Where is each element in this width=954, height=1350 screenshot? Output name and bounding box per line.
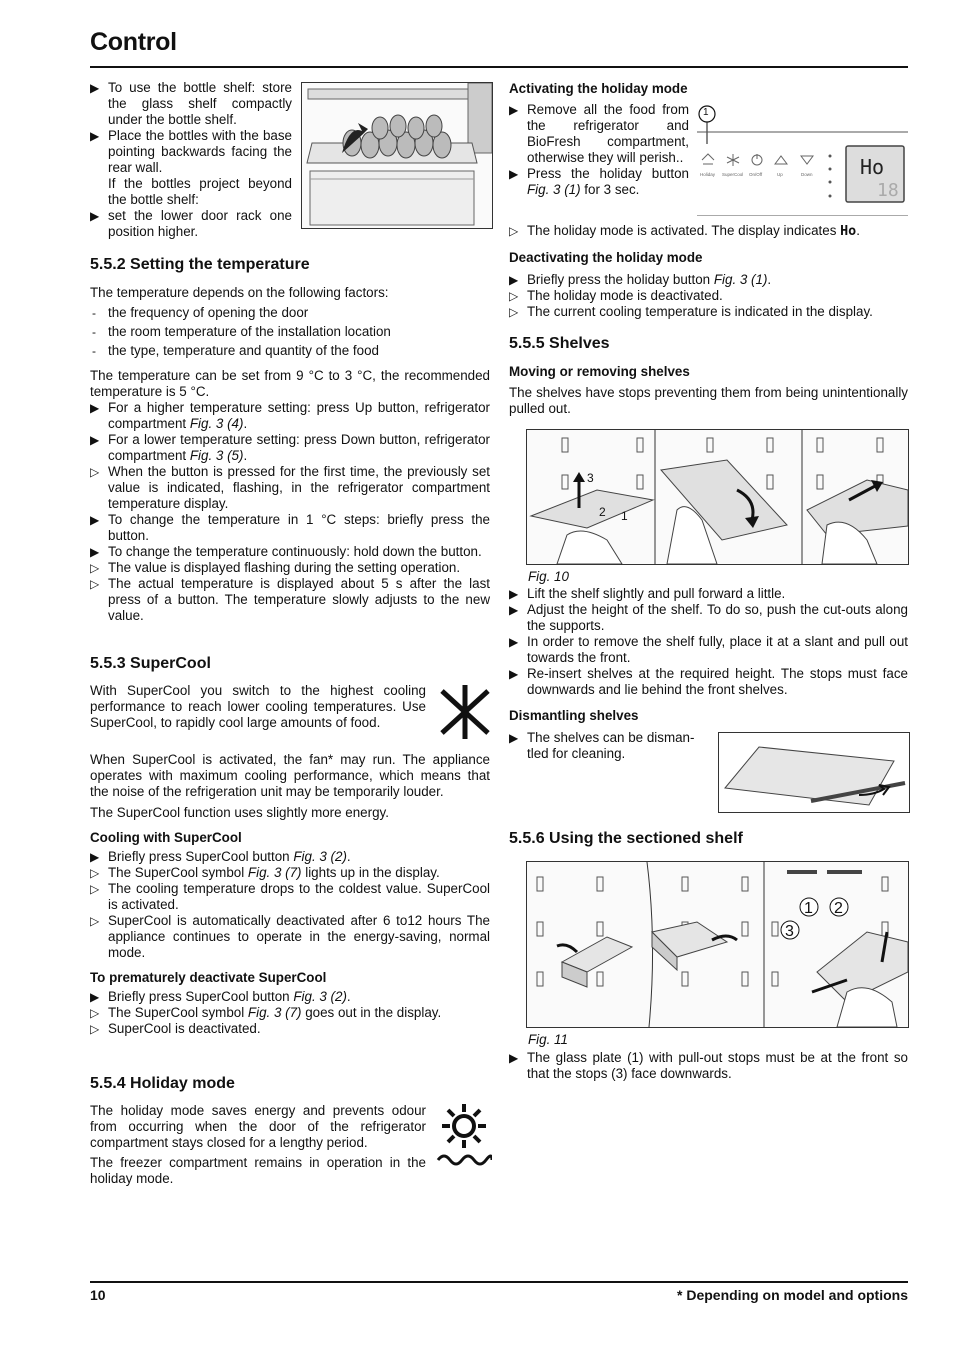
supercool-paragraph-1: With SuperCool you switch to the highest cooling performance to reach lower cooling temperatures. Use SuperCool, to rapidly cool large amounts of food. <box>90 683 426 730</box>
bottle-shelf-illustration <box>302 83 492 228</box>
deactivate-holiday-steps <box>509 272 908 320</box>
list-item: ▶ To use the bottle shelf: store the glass shelf compactly under the bottle shelf. <box>90 80 292 127</box>
temperature-steps <box>90 400 490 624</box>
activate-holiday-steps <box>509 102 689 198</box>
holiday-intro <box>90 1103 426 1187</box>
section-555 <box>509 334 908 417</box>
list-item: ▷ SuperCool is deactivated. <box>90 1021 261 1036</box>
bottle-shelf-instructions <box>90 80 292 240</box>
list-item: ▶ Re-insert shelves at the required height. The stops must face downwards and lie behind the front shelves. <box>509 666 908 697</box>
list-item: ▶ To change the temperature in 1 °C steps: briefly press the button. <box>90 512 490 543</box>
control-panel-figure <box>697 104 908 216</box>
page-title: Control <box>90 28 177 56</box>
list-item: ▷ The actual temperature is displayed about 5 s after the last press of a button. The temperature slowly adjusts to the new value. <box>90 576 490 623</box>
section-552 <box>90 255 490 624</box>
factor-item: - the room temperature of the installation location <box>92 324 391 339</box>
factor-item: - the type, temperature and quantity of the food <box>92 343 379 358</box>
holiday-paragraph-1: The holiday mode saves energy and prevents odour from occurring when the door of the refrigerator compartment stays closed for a lengthy period. <box>90 1103 426 1150</box>
holiday-result <box>509 223 908 320</box>
list-item: ▶ Place the bottles with the base pointing backwards facing the rear wall. <box>90 128 292 175</box>
section-556 <box>509 829 908 849</box>
sectioned-shelf-figure <box>526 861 909 1028</box>
fig10-callout-2: 2 <box>599 505 606 519</box>
section-heading-552: 5.5.2 Setting the temperature <box>90 256 310 273</box>
supercool-icon <box>438 683 492 741</box>
list-item: ▶ Adjust the height of the shelf. To do so, push the cut-outs along the supports. <box>509 602 908 633</box>
holiday-code: Ho <box>840 224 857 239</box>
cooling-with-supercool-heading: Cooling with SuperCool <box>90 830 242 845</box>
holiday-paragraph-2: The freezer compartment remains in operation in the holiday mode. <box>90 1155 426 1186</box>
deactivate-holiday-heading: Deactivating the holiday mode <box>509 250 703 265</box>
list-item: ▶ To change the temperature continuously: hold down the button. <box>90 544 482 559</box>
footer-note: * Depending on model and options <box>677 1287 908 1303</box>
list-item: ▶ Briefly press SuperCool button Fig. 3 (2). <box>90 849 351 864</box>
shelves-steps-block <box>509 586 908 724</box>
list-item: ▶ Press the holiday button Fig. 3 (1) for 3 sec. <box>509 166 689 197</box>
sectioned-shelf-step-block <box>509 1050 908 1082</box>
panel-label-up: Up <box>777 172 783 177</box>
panel-display-top: Ho <box>860 155 885 179</box>
shelves-figure <box>526 429 909 565</box>
panel-label-supercool: SuperCool <box>722 172 744 177</box>
activate-holiday-heading: Activating the holiday mode <box>509 81 688 96</box>
temperature-range: The temperature can be set from 9 °C to 3 °C, the recommended temperature is 5 °C. <box>90 368 490 399</box>
section-553 <box>90 654 490 674</box>
list-item: ▶ Briefly press SuperCool button Fig. 3 (2). <box>90 989 351 1004</box>
list-item: ▶ Remove all the food from the refrigerator and BioFresh compartment, otherwise they will perish.. <box>509 102 689 165</box>
panel-label-holiday: Holiday <box>700 172 716 177</box>
list-item: If the bottles project beyond the bottle shelf: <box>108 176 292 207</box>
dismantle-block <box>509 730 709 762</box>
list-item: ▷ The cooling temperature drops to the coldest value. SuperCool is activated. <box>90 881 490 912</box>
supercool-intro <box>90 683 426 731</box>
bottle-shelf-figure <box>301 82 493 229</box>
footer-rule <box>90 1281 908 1283</box>
list-item: ▶ In order to remove the shelf fully, place it at a slant and pull out towards the front. <box>509 634 908 665</box>
supercool-steps <box>90 849 490 961</box>
activate-result: ▷ The holiday mode is activated. The display indicates Ho. <box>509 223 860 239</box>
dismantle-figure <box>718 732 910 813</box>
supercool-body <box>90 752 490 1037</box>
list-item: ▶ Briefly press the holiday button Fig. 3 (1). <box>509 272 772 287</box>
list-item: ▷ SuperCool is automatically deactivated after 6 to12 hours The appliance continues to operate in the energy-saving, normal mode. <box>90 913 490 960</box>
moving-shelves-heading: Moving or removing shelves <box>509 364 690 379</box>
factor-item: - the frequency of opening the door <box>92 305 309 320</box>
section-heading-556: 5.5.6 Using the sectioned shelf <box>509 830 743 847</box>
supercool-paragraph-2: When SuperCool is activated, the fan* may run. The appliance operates with maximum cooling performance, which means that the noise of the refrigeration unit may be temporarily louder. <box>90 752 490 799</box>
panel-callout-1: 1 <box>703 107 709 118</box>
supercool-paragraph-3: The SuperCool function uses slightly more energy. <box>90 805 389 820</box>
list-item: ▷ When the button is pressed for the first time, the previously set value is indicated, flashing, in the refrigerator compartment temperature display. <box>90 464 490 511</box>
fig11-callout-1: 1 <box>804 900 813 917</box>
list-item: ▶ For a lower temperature setting: press Down button, refrigerator compartment Fig. 3 (5). <box>90 432 490 463</box>
panel-label-onoff: On/Off <box>749 172 763 177</box>
panel-label-down: Down <box>801 172 813 177</box>
dismantle-step: ▶ The shelves can be dismantled for cleaning. <box>509 730 695 761</box>
fig10-callout-1: 1 <box>621 509 628 523</box>
list-item: ▶ For a higher temperature setting: press Up button, refrigerator compartment Fig. 3 (4). <box>90 400 490 431</box>
shelves-paragraph: The shelves have stops preventing them from being unintentionally pulled out. <box>509 385 908 416</box>
page-number: 10 <box>90 1287 106 1303</box>
dismantling-heading: Dismantling shelves <box>509 708 639 723</box>
section-heading-554: 5.5.4 Holiday mode <box>90 1075 235 1092</box>
list-item: ▷ The holiday mode is deactivated. <box>509 288 723 303</box>
deactivate-supercool-heading: To prematurely deactivate SuperCool <box>90 970 327 985</box>
list-item: ▷ The current cooling temperature is indicated in the display. <box>509 304 873 319</box>
temperature-factors <box>90 305 490 359</box>
section-heading-555: 5.5.5 Shelves <box>509 335 610 352</box>
fig10-caption: Fig. 10 <box>528 569 569 584</box>
fig11-callout-3: 3 <box>785 923 794 940</box>
sectioned-shelf-step: ▶ The glass plate (1) with pull-out stops must be at the front so that the stops (3) face downwards. <box>509 1050 908 1081</box>
fig11-callout-2: 2 <box>834 900 843 917</box>
shelves-steps <box>509 586 908 698</box>
temperature-intro: The temperature depends on the following factors: <box>90 285 389 300</box>
holiday-activate <box>509 81 689 198</box>
header-rule <box>90 66 908 68</box>
section-heading-553: 5.5.3 SuperCool <box>90 655 211 672</box>
fig11-caption: Fig. 11 <box>528 1032 568 1047</box>
list-item: ▷ The SuperCool symbol Fig. 3 (7) goes out in the display. <box>90 1005 442 1020</box>
holiday-icon <box>436 1102 492 1166</box>
fig10-callout-3: 3 <box>587 471 594 485</box>
supercool-deactivate-steps <box>90 989 490 1037</box>
list-item: ▷ The value is displayed flashing during the setting operation. <box>90 560 461 575</box>
list-item: ▶ set the lower door rack one position higher. <box>90 208 292 239</box>
list-item: ▶ Lift the shelf slightly and pull forward a little. <box>509 586 786 601</box>
list-item: ▷ The SuperCool symbol Fig. 3 (7) lights up in the display. <box>90 865 440 880</box>
panel-display-bottom: 18 <box>877 180 899 201</box>
section-554 <box>90 1074 490 1094</box>
